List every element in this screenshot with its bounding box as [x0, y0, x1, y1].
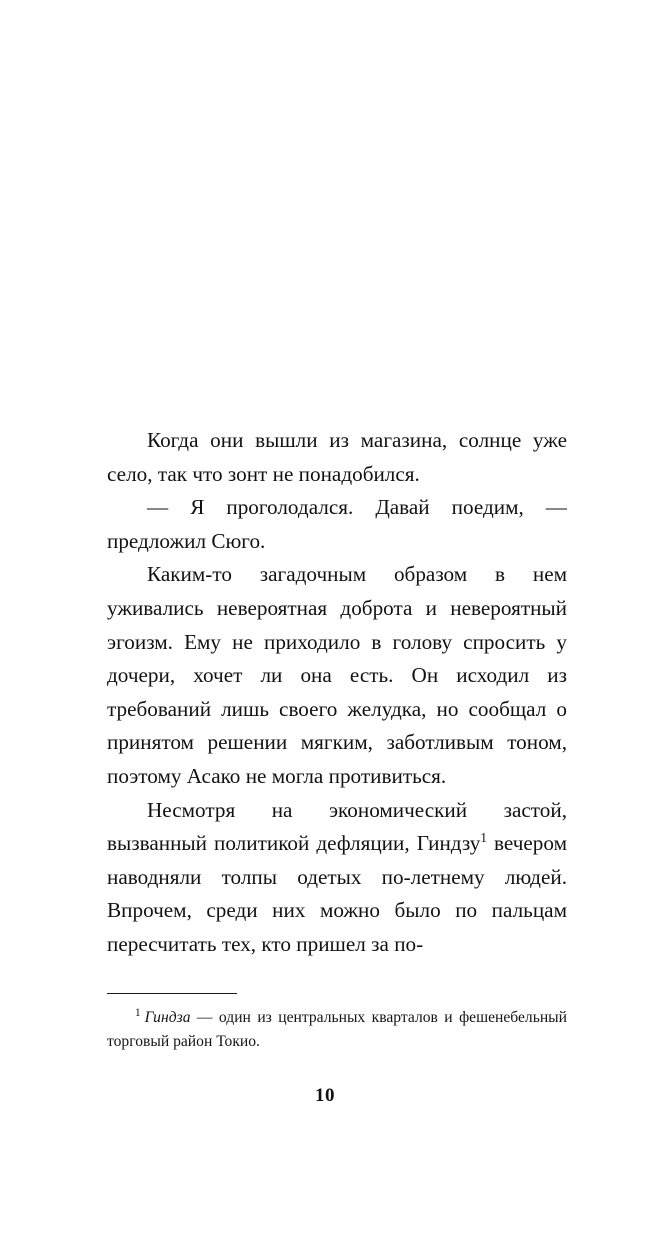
paragraph: Когда они вышли из магазина, солнце уже село, так что зонт не понадобился. [107, 428, 567, 486]
paragraph-text-after-footnote: вечером наводняли толпы одетых по-летнему людей. Впрочем, среди них можно было по пальцам пересчитать тех, кто пришел за по- [107, 831, 567, 956]
footnote-reference-marker[interactable]: 1 [480, 830, 487, 846]
paragraph: Каким-то загадочным образом в нем уживались невероятная доброта и невероятный эгоизм. Ему не приходило в голову спросить у дочери, хочет ли она есть. Он исходил из требований лишь своего желудка, но сообщал о принятом решении мягким, заботливым тоном, поэтому Асако не могла противиться. [107, 562, 567, 788]
footnote-area [107, 993, 567, 1054]
page-number: 10 [315, 1085, 335, 1106]
paragraph-text-before-footnote: Несмотря на экономический застой, вызванный политикой дефляции, Гиндзу [107, 797, 567, 856]
footnote-term: Гиндза [144, 1009, 191, 1026]
footnote-definition: — один из центральных кварталов и фешенебельный торговый район Токио. [107, 1009, 567, 1050]
paragraph-with-footnote [107, 794, 567, 962]
page-body-text [107, 424, 567, 962]
paragraph: — Я проголодался. Давай поедим, — предложил Сюго. [107, 495, 567, 553]
footnote-entry [107, 1006, 567, 1054]
footnote-number: 1 [135, 1006, 141, 1019]
footnote-separator-rule [107, 993, 237, 994]
